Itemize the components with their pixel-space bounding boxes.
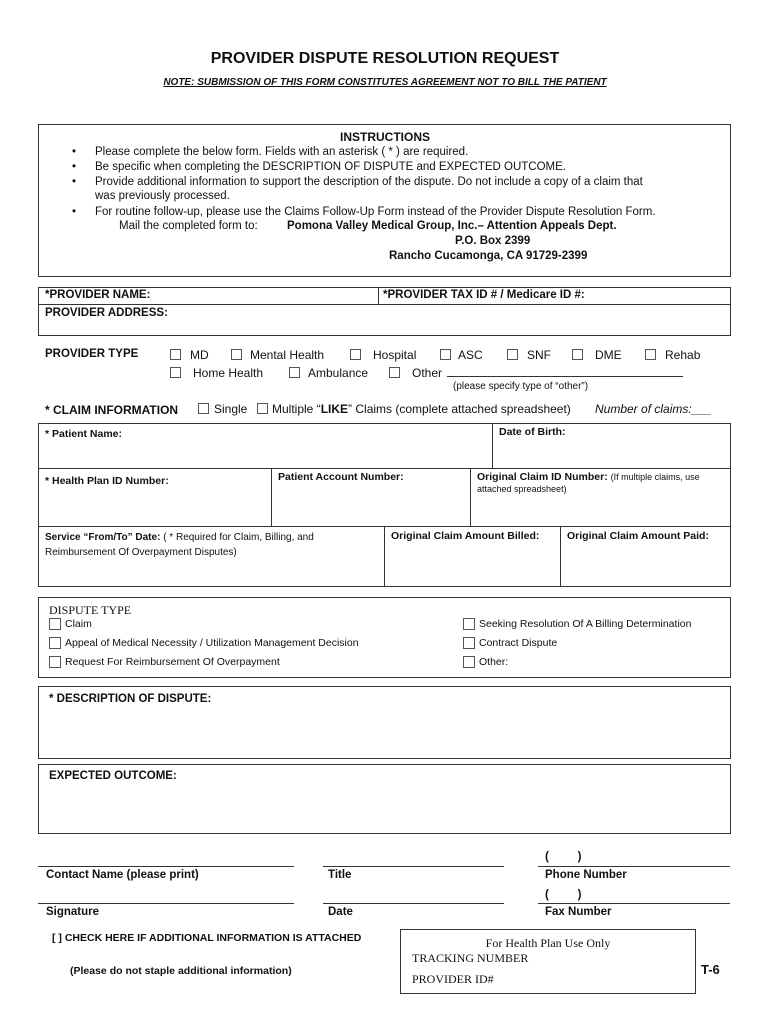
single-claim-label: Single bbox=[214, 402, 248, 416]
health-plan-id-field[interactable]: * Health Plan ID Number: bbox=[45, 475, 169, 487]
provider-type-option: Other bbox=[412, 366, 443, 380]
dispute-overpayment-checkbox[interactable] bbox=[49, 656, 61, 668]
fax-line[interactable] bbox=[538, 903, 730, 904]
instruction-item: For routine follow-up, please use the Claims Follow-Up Form instead of the Provider Dispute Resolution Form. bbox=[95, 206, 656, 218]
original-claim-id-note: attached spreadsheet) bbox=[477, 484, 567, 494]
provider-type-md-checkbox[interactable] bbox=[170, 349, 181, 360]
additional-info-checkbox[interactable]: [ ] CHECK HERE IF ADDITIONAL INFORMATION IS ATTACHED bbox=[52, 932, 362, 944]
divider bbox=[384, 526, 385, 587]
title-line[interactable] bbox=[323, 866, 504, 867]
provider-type-option: ASC bbox=[458, 348, 483, 362]
contact-name-label: Contact Name (please print) bbox=[46, 869, 199, 881]
expected-outcome-label: EXPECTED OUTCOME: bbox=[49, 770, 177, 782]
dispute-type-heading: DISPUTE TYPE bbox=[49, 603, 132, 617]
bullet-icon: • bbox=[72, 146, 77, 158]
form-code: T-6 bbox=[701, 962, 720, 977]
bullet-icon: • bbox=[72, 206, 77, 218]
provider-type-option: Ambulance bbox=[308, 366, 369, 380]
bullet-icon: • bbox=[72, 176, 77, 188]
dispute-billing-determination-checkbox[interactable] bbox=[463, 618, 475, 630]
provider-name-field[interactable]: *PROVIDER NAME: bbox=[45, 289, 151, 301]
contact-name-line[interactable] bbox=[38, 866, 294, 867]
date-label: Date bbox=[328, 906, 353, 918]
service-dates-field[interactable]: Service “From/To” Date: ( * Required for Claim, Billing, and bbox=[45, 532, 314, 543]
provider-type-asc-checkbox[interactable] bbox=[440, 349, 451, 360]
provider-type-option: Home Health bbox=[193, 366, 264, 380]
multiple-claims-checkbox[interactable] bbox=[257, 403, 268, 414]
provider-type-snf-checkbox[interactable] bbox=[507, 349, 518, 360]
no-staple-note: (Please do not staple additional information) bbox=[70, 965, 292, 977]
provider-type-option: Hospital bbox=[373, 348, 417, 362]
instructions-heading: INSTRUCTIONS bbox=[340, 130, 430, 144]
mail-label: Mail the completed form to: bbox=[119, 220, 258, 232]
provider-type-hospital-checkbox[interactable] bbox=[350, 349, 361, 360]
claim-information-label: * CLAIM INFORMATION bbox=[45, 403, 179, 417]
instruction-item: was previously processed. bbox=[95, 190, 230, 202]
other-type-line[interactable] bbox=[447, 376, 683, 377]
dispute-type-option: Contract Dispute bbox=[479, 637, 558, 649]
patient-account-field[interactable]: Patient Account Number: bbox=[278, 471, 404, 483]
fax-area-code: ( ) bbox=[545, 889, 582, 901]
phone-label: Phone Number bbox=[545, 869, 627, 881]
original-claim-id-field[interactable]: Original Claim ID Number: (If multiple claims, use bbox=[477, 471, 700, 483]
mail-address-line2: P.O. Box 2399 bbox=[455, 235, 531, 247]
amount-billed-field[interactable]: Original Claim Amount Billed: bbox=[391, 530, 540, 542]
dispute-type-option: Seeking Resolution Of A Billing Determination bbox=[479, 618, 692, 630]
multiple-claims-label: Multiple “LIKE” Claims (complete attached spreadsheet) bbox=[272, 402, 571, 416]
provider-address-field[interactable]: PROVIDER ADDRESS: bbox=[45, 307, 168, 319]
instruction-item: Provide additional information to support the description of the dispute. Do not include a copy of a claim that bbox=[95, 176, 643, 188]
fax-label: Fax Number bbox=[545, 906, 612, 918]
dispute-type-option: Claim bbox=[65, 618, 92, 630]
other-type-hint: (please specify type of “other”) bbox=[453, 381, 589, 392]
signature-label: Signature bbox=[46, 906, 100, 918]
divider bbox=[378, 287, 379, 304]
provider-type-ambulance-checkbox[interactable] bbox=[289, 367, 300, 378]
dispute-type-option: Request For Reimbursement Of Overpayment bbox=[65, 656, 280, 668]
provider-type-option: MD bbox=[190, 348, 209, 362]
divider bbox=[271, 468, 272, 526]
single-claim-checkbox[interactable] bbox=[198, 403, 209, 414]
mail-address-line3: Rancho Cucamonga, CA 91729-2399 bbox=[389, 250, 588, 262]
provider-type-dme-checkbox[interactable] bbox=[572, 349, 583, 360]
signature-line[interactable] bbox=[38, 903, 294, 904]
date-of-birth-field[interactable]: Date of Birth: bbox=[499, 426, 566, 438]
provider-id-field: PROVIDER ID# bbox=[412, 972, 494, 986]
health-plan-use-heading: For Health Plan Use Only bbox=[485, 936, 611, 950]
divider bbox=[470, 468, 471, 526]
provider-type-home-health-checkbox[interactable] bbox=[170, 367, 181, 378]
dispute-type-option: Other: bbox=[479, 656, 509, 668]
dispute-other-checkbox[interactable] bbox=[463, 656, 475, 668]
description-label: * DESCRIPTION OF DISPUTE: bbox=[49, 693, 212, 705]
divider bbox=[38, 468, 731, 469]
provider-type-label: PROVIDER TYPE bbox=[45, 348, 139, 360]
provider-type-option: Rehab bbox=[665, 348, 701, 362]
dispute-medical-necessity-checkbox[interactable] bbox=[49, 637, 61, 649]
provider-type-option: DME bbox=[595, 348, 622, 362]
divider bbox=[560, 526, 561, 587]
instruction-item: Please complete the below form. Fields with an asterisk ( * ) are required. bbox=[95, 146, 469, 158]
provider-type-other-checkbox[interactable] bbox=[389, 367, 400, 378]
bullet-icon: • bbox=[72, 161, 77, 173]
dispute-contract-checkbox[interactable] bbox=[463, 637, 475, 649]
dispute-claim-checkbox[interactable] bbox=[49, 618, 61, 630]
phone-line[interactable] bbox=[538, 866, 730, 867]
instruction-item: Be specific when completing the DESCRIPTION OF DISPUTE and EXPECTED OUTCOME. bbox=[95, 161, 567, 173]
provider-type-mental-health-checkbox[interactable] bbox=[231, 349, 242, 360]
phone-area-code: ( ) bbox=[545, 851, 582, 863]
dispute-type-option: Appeal of Medical Necessity / Utilization Management Decision bbox=[65, 637, 359, 649]
date-line[interactable] bbox=[323, 903, 504, 904]
form-note: NOTE: SUBMISSION OF THIS FORM CONSTITUTES AGREEMENT NOT TO BILL THE PATIENT bbox=[163, 77, 607, 88]
amount-paid-field[interactable]: Original Claim Amount Paid: bbox=[567, 530, 709, 542]
tracking-number-field: TRACKING NUMBER bbox=[412, 951, 529, 965]
divider bbox=[38, 304, 731, 305]
mail-address-line1: Pomona Valley Medical Group, Inc.– Attention Appeals Dept. bbox=[287, 220, 617, 232]
divider bbox=[492, 423, 493, 468]
provider-type-rehab-checkbox[interactable] bbox=[645, 349, 656, 360]
provider-type-option: SNF bbox=[527, 348, 551, 362]
patient-name-field[interactable]: * Patient Name: bbox=[45, 428, 123, 440]
title-label: Title bbox=[328, 869, 352, 881]
form-title: PROVIDER DISPUTE RESOLUTION REQUEST bbox=[210, 50, 560, 67]
provider-tax-id-field[interactable]: *PROVIDER TAX ID # / Medicare ID #: bbox=[383, 289, 585, 301]
provider-type-option: Mental Health bbox=[250, 348, 325, 362]
number-of-claims-field[interactable]: Number of claims:___ bbox=[595, 402, 712, 416]
service-dates-note: Reimbursement Of Overpayment Disputes) bbox=[45, 547, 237, 558]
